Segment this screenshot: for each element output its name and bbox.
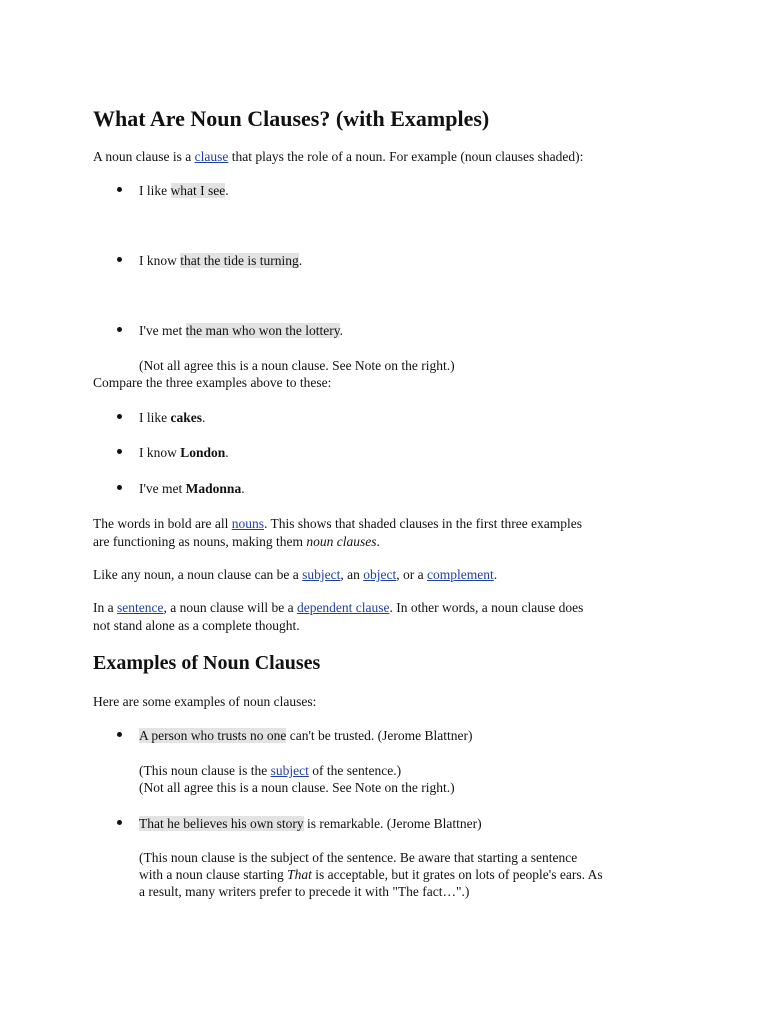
italic-term: That [287, 867, 312, 882]
bullet-icon [117, 485, 122, 490]
list-item: I've met the man who won the lottery. [139, 323, 344, 338]
shaded-clause: A person who trusts no one [139, 728, 287, 743]
bullet-icon [117, 732, 122, 737]
bullet-icon [117, 414, 122, 419]
bold-noun: Madonna [185, 481, 242, 496]
paragraph-line: Like any noun, a noun clause can be a subject, an object, or a complement. [93, 567, 498, 582]
subject-link[interactable]: subject [302, 567, 341, 582]
bullet-icon [117, 820, 122, 825]
shaded-clause: That he believes his own story [139, 816, 304, 831]
bullet-icon [117, 187, 122, 192]
paragraph-line: In a sentence, a noun clause will be a dependent clause. In other words, a noun clause does [93, 600, 584, 615]
bullet-icon [117, 327, 122, 332]
nouns-link[interactable]: nouns [231, 516, 264, 531]
italic-term: noun clauses [306, 534, 377, 549]
list-item: I know London. [139, 445, 229, 460]
list-item: I know that the tide is turning. [139, 253, 303, 268]
list-item: A person who trusts no one can't be trusted. (Jerome Blattner) [139, 728, 473, 743]
note-text: a result, many writers prefer to precede it with "The fact…".) [139, 884, 470, 899]
shaded-clause: what I see [170, 183, 226, 198]
intro-paragraph: A noun clause is a clause that plays the role of a noun. For example (noun clauses shaded): [93, 149, 584, 164]
subject-link[interactable]: subject [270, 763, 309, 778]
note-text: with a noun clause starting That is acceptable, but it grates on lots of people's ears. As [139, 867, 603, 882]
list-item: I like cakes. [139, 410, 206, 425]
object-link[interactable]: object [363, 567, 397, 582]
list-item: That he believes his own story is remarkable. (Jerome Blattner) [139, 816, 482, 831]
paragraph-line: Here are some examples of noun clauses: [93, 694, 317, 709]
note-text: (Not all agree this is a noun clause. See Note on the right.) [139, 780, 455, 795]
bullet-icon [117, 449, 122, 454]
bullet-icon [117, 257, 122, 262]
shaded-clause: that the tide is turning [180, 253, 299, 268]
complement-link[interactable]: complement [427, 567, 494, 582]
list-item: I like what I see. [139, 183, 229, 198]
note-text: (This noun clause is the subject of the sentence. Be aware that starting a sentence [139, 850, 578, 865]
sentence-link[interactable]: sentence [117, 600, 164, 615]
compare-text: Compare the three examples above to these: [93, 375, 332, 390]
note-text: (Not all agree this is a noun clause. See Note on the right.) [139, 358, 455, 373]
dependent-clause-link[interactable]: dependent clause [296, 600, 390, 615]
paragraph-line: The words in bold are all nouns. This shows that shaded clauses in the first three examples [93, 516, 583, 531]
paragraph-line: not stand alone as a complete thought. [93, 618, 300, 633]
note-text: (This noun clause is the subject of the sentence.) [139, 763, 402, 778]
bold-noun: cakes [170, 410, 202, 425]
list-item: I've met Madonna. [139, 481, 245, 496]
clause-link[interactable]: clause [194, 149, 229, 164]
paragraph-line: are functioning as nouns, making them noun clauses. [93, 534, 380, 549]
bold-noun: London [180, 445, 226, 460]
section-heading: Examples of Noun Clauses [93, 652, 321, 674]
shaded-clause: the man who won the lottery [185, 323, 340, 338]
page-title: What Are Noun Clauses? (with Examples) [93, 106, 490, 131]
